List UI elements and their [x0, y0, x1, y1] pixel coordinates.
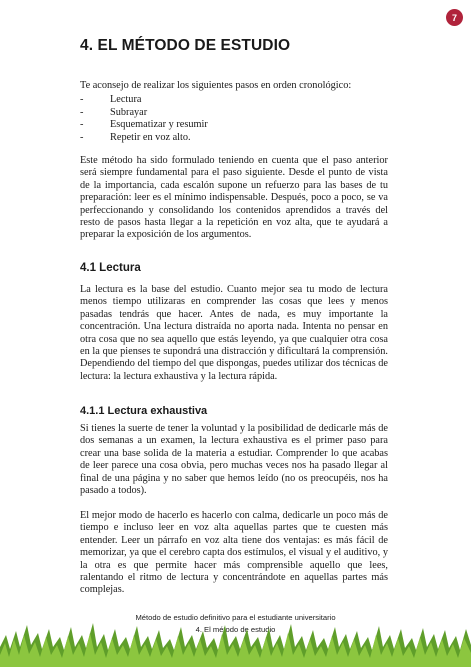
lectura-block	[80, 284, 388, 383]
grass-decoration	[0, 617, 471, 667]
page-number-badge: 7	[446, 9, 463, 26]
intro-block	[80, 80, 388, 144]
intro-paragraph: Te aconsejo de realizar los siguientes pasos en orden cronológico:	[80, 80, 352, 91]
method-block	[80, 155, 388, 242]
list-item: - Subrayar	[80, 106, 148, 118]
footer-chapter: 4. El método de estudio	[195, 625, 276, 634]
exhaustiva-block-1	[80, 423, 388, 497]
lectura-paragraph: La lectura es la base del estudio. Cuanto mejor sea tu modo de lectura menos tiempo utilizaras en comprender las cosas que lees y menos pasadas tendrás que hacer. Antes de nada, es muy importante la concentración. Una lectura distraída no aporta nada. Intenta no pensar en otra cosa que no sea aquello que estás leyendo, ya que cualquier otra cosa en la que pienses te supondrá una distracción y dificultará la comprensión. Dependiendo del tiempo del que dispongas, puedes utilizar dos técnicas de lectura: la lectura exhaustiva y la lectura rápida.	[80, 284, 388, 382]
list-item: - Repetir en voz alto.	[80, 131, 191, 143]
list-item: - Esquematizar y resumir	[80, 119, 208, 131]
section-heading-lectura: 4.1 Lectura	[80, 262, 141, 274]
exhaustiva-paragraph-1: Si tienes la suerte de tener la voluntad y la posibilidad de dedicarle más de dos semanas a un examen, la lectura exhaustiva es el primer paso para crear una base solida de la materia a estudiar. Comprender lo que acabas de leer parece una cosa obvia, pero muchas veces nos ha pasado llegar al final de una página y no saber que hemos leído (no os preocupéis, nos ha pasado a todos).	[80, 423, 388, 497]
list-item: - Lectura	[80, 94, 142, 106]
chapter-title: 4. EL MÉTODO DE ESTUDIO	[80, 37, 291, 54]
exhaustiva-paragraph-2: El mejor modo de hacerlo es hacerlo con calma, dedicarle un poco más de tiempo e incluso leer en voz alta aquellas partes que te cuesten más entender. Leer un párrafo en voz alta tiene dos ventajas: es más fácil de memorizar, ya que el cerebro capta dos estímulos, el visual y el auditivo, y la otra es que permite hacer más comprensible aquello que lees, ralentando el ritmo de lectura y concentrándote en aquellas partes más complejas.	[80, 510, 388, 596]
exhaustiva-block-2	[80, 510, 388, 597]
steps-list	[80, 94, 388, 144]
method-paragraph: Este método ha sido formulado teniendo en cuenta que el paso anterior será siempre fundamental para el paso siguiente. Desde el punto de vista de la importancia, cada escalón supone un refuerzo para las bases de tu preparación: leer es el mínimo indispensable. Después, poco a poco, se va perfeccionando y consolidando los contenidos aprendidos a través del resto de pasos hasta llegar a la repetición en voz alta, que te ayudará a preparar la exposición de los argumentos.	[80, 155, 388, 241]
footer-book-title: Método de estudio definitivo para el estudiante universitario	[135, 613, 336, 622]
section-heading-exhaustiva: 4.1.1 Lectura exhaustiva	[80, 405, 208, 417]
